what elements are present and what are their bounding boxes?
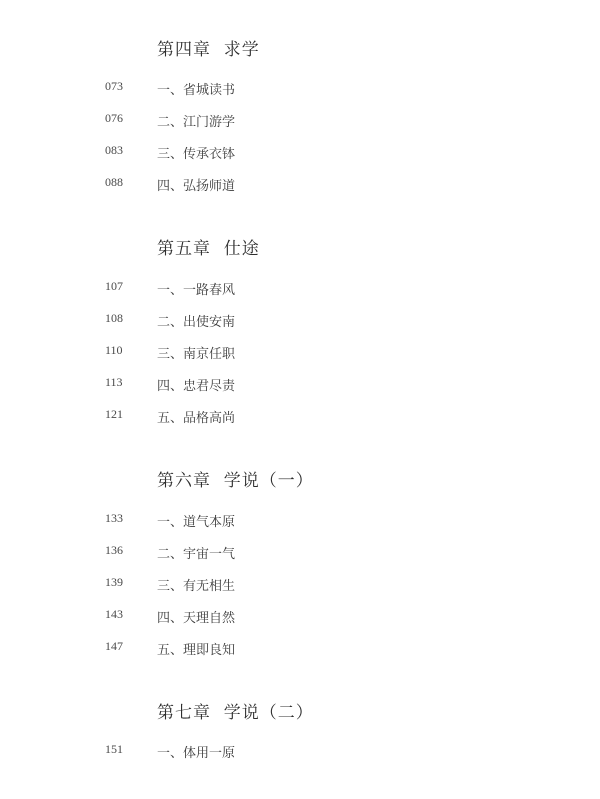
entry-title: 四、忠君尽责 (157, 379, 236, 394)
page-number: 088 (105, 175, 123, 189)
page-number: 083 (105, 143, 123, 157)
entry-title: 一、省城读书 (157, 83, 236, 98)
entry-title: 五、理即良知 (157, 643, 236, 658)
chapter-heading: 第五章 仕途 (157, 239, 260, 259)
chapter-heading: 第七章 学说（二） (157, 703, 314, 723)
page-number: 143 (105, 607, 123, 621)
page-number: 113 (105, 375, 123, 389)
entry-title: 五、品格高尚 (157, 411, 236, 426)
page-number: 110 (105, 343, 123, 357)
page-number: 136 (105, 543, 123, 557)
entry-title: 四、弘扬师道 (157, 179, 236, 194)
page-number: 139 (105, 575, 123, 589)
entry-title: 四、天理自然 (157, 611, 236, 626)
entry-title: 三、南京任职 (157, 347, 236, 362)
entry-title: 一、道气本原 (157, 515, 236, 530)
page-number: 121 (105, 407, 123, 421)
page-number: 147 (105, 639, 123, 653)
chapter-heading: 第六章 学说（一） (157, 471, 314, 491)
page-number: 073 (105, 79, 123, 93)
entry-title: 二、出使安南 (157, 315, 236, 330)
page-number: 107 (105, 279, 123, 293)
page-number: 151 (105, 742, 123, 756)
page-number: 108 (105, 311, 123, 325)
chapter-heading: 第四章 求学 (157, 40, 260, 60)
page-number: 133 (105, 511, 123, 525)
page-number: 076 (105, 111, 123, 125)
entry-title: 三、有无相生 (157, 579, 236, 594)
entry-title: 二、宇宙一气 (157, 547, 236, 562)
entry-title: 二、江门游学 (157, 115, 236, 130)
entry-title: 一、体用一原 (157, 746, 236, 761)
entry-title: 一、一路春风 (157, 283, 236, 298)
entry-title: 三、传承衣钵 (157, 147, 236, 162)
